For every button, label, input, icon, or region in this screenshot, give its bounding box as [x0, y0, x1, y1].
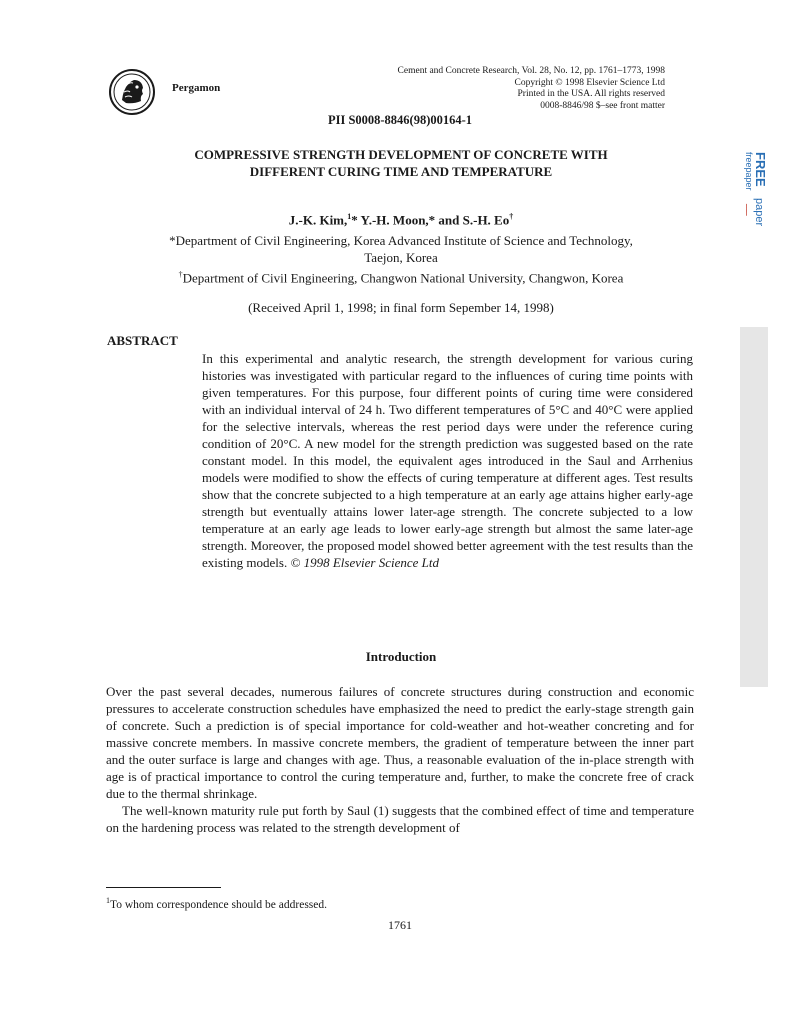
- page-number: 1761: [388, 918, 412, 932]
- abstract-copyright: © 1998 Elsevier Science Ltd: [290, 555, 439, 570]
- affiliation-marker: †: [509, 212, 514, 221]
- citation-line: Cement and Concrete Research, Vol. 28, No. 12, pp. 1761–1773, 1998: [397, 66, 665, 76]
- affiliation-1: [106, 232, 696, 266]
- publisher-name: Pergamon: [172, 82, 221, 94]
- introduction-body: [106, 683, 694, 836]
- affiliation-2: [106, 266, 696, 286]
- svg-text:freepaper: freepaper: [744, 152, 754, 191]
- footnote-marker: 1: [347, 212, 352, 221]
- paper-title: [106, 146, 696, 180]
- introduction-heading: Introduction: [365, 649, 437, 664]
- citation-block: [398, 66, 665, 112]
- freepaper-watermark-logo: [734, 150, 768, 260]
- footnote-text: To whom correspondence should be addressed.: [110, 898, 327, 911]
- citation-line: Copyright © 1998 Elsevier Science Ltd: [514, 77, 665, 88]
- affiliation-line: *Department of Civil Engineering, Korea Advanced Institute of Science and Technology,: [169, 233, 633, 248]
- author-name: * Y.-H. Moon,* and S.-H. Eo: [351, 212, 510, 228]
- title-line: COMPRESSIVE STRENGTH DEVELOPMENT OF CONCRETE WITH: [194, 147, 608, 162]
- received-dates: (Received April 1, 1998; in final form Sepember 14, 1998): [248, 300, 554, 315]
- abstract-paragraph: In this experimental and analytic research, the strength development for various curing histories was investigated with particular regard to the influences of curing time points with given temperatures. For this purpose, four different points of curing time were considered with an individual interval of 24 h. Two different temperatures of 5°C and 40°C were applied for the selective intervals, whereas the rest period days were under the reference curing condition of 20°C. A new model for the strength prediction was suggested based on the rate constant model. In this model, the equivalent ages introduced in the Saul and Arrhenius models were modified to show the effects of curing temperature at different ages. Test results show that the concrete subjected to a high temperature at an early age attains higher early-age strength but eventually attains lower later-age strength. The concrete subjected to a low temperature at an early age leads to lower early-age strength but almost the same later-age strength. Moreover, the proposed model showed better agreement with the test results than the existing models.: [202, 351, 693, 570]
- footnote: [106, 896, 327, 911]
- svg-text:paper: paper: [753, 198, 765, 227]
- citation-line: Printed in the USA. All rights reserved: [517, 89, 665, 99]
- footnote-divider: [106, 887, 221, 888]
- affiliation-marker: †: [178, 270, 183, 279]
- abstract-heading: ABSTRACT: [107, 333, 178, 348]
- side-tab[interactable]: [740, 327, 768, 687]
- author-list: [106, 212, 696, 228]
- footnote-marker: 1: [106, 896, 110, 905]
- publisher-logo-icon: [108, 68, 156, 116]
- author-name: J.-K. Kim,: [288, 212, 348, 228]
- svg-text:ـــــ: ـــــ: [744, 204, 753, 216]
- body-paragraph: The well-known maturity rule put forth by Saul (1) suggests that the combined effect of time and temperature on the hardening process was related to the strength development of: [106, 803, 694, 835]
- body-paragraph: Over the past several decades, numerous failures of concrete structures during construction and economic pressures to accelerate construction schedules have emphasized the need to predict the early-stage strength gain of concrete. Such a prediction is of special importance for cold-weather and hot-weather concreting and for massive concrete members. In massive concrete members, the gradient of temperature between the inner part and the outer surface is large and changes with age. Thus, a reasonable evaluation of the in-place strength with age is of practical importance to control the curing temperature and, further, to make the concrete free of crack due to the thermal shrinkage.: [106, 684, 694, 801]
- title-line: DIFFERENT CURING TIME AND TEMPERATURE: [249, 164, 553, 179]
- pii-identifier: PII S0008-8846(98)00164-1: [327, 113, 473, 127]
- citation-line: 0008-8846/98 $–see front matter: [540, 100, 665, 111]
- svg-text:FREE: FREE: [753, 152, 768, 187]
- affiliation-line: Taejon, Korea: [364, 250, 438, 265]
- abstract-text: [202, 350, 693, 571]
- affiliation-line: Department of Civil Engineering, Changwon National University, Changwon, Korea: [182, 270, 624, 286]
